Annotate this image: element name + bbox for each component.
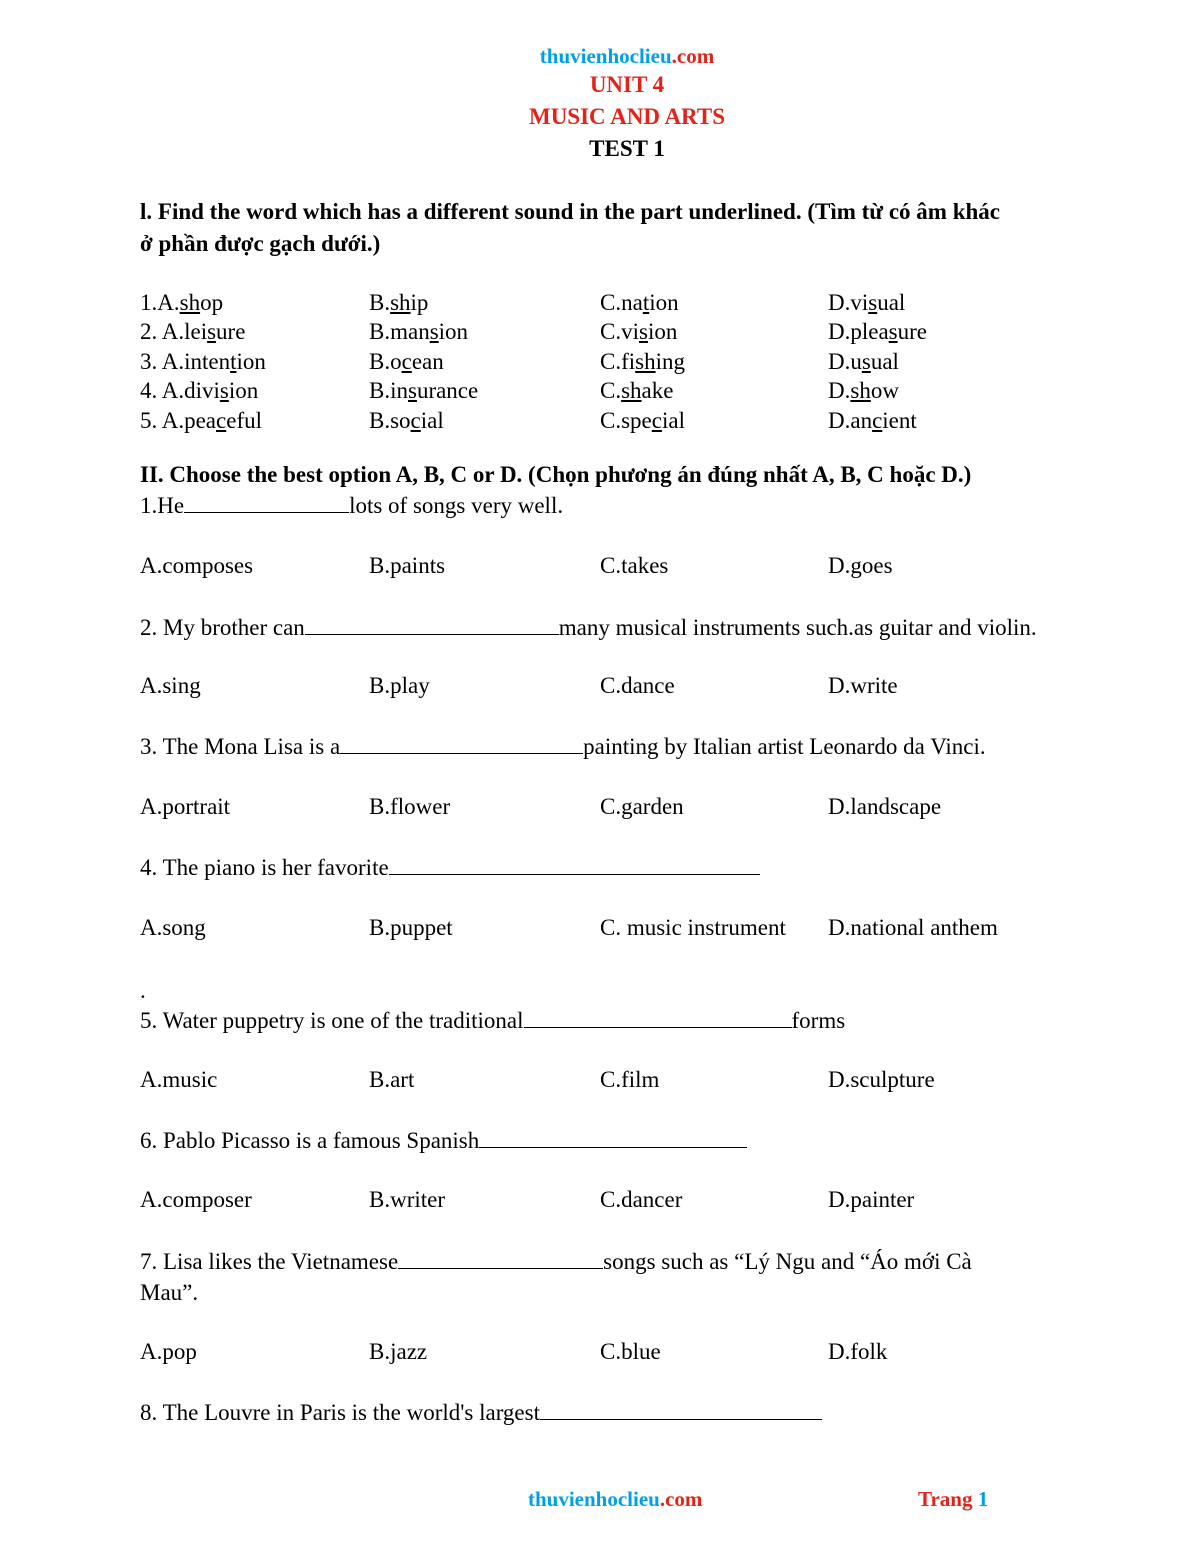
q2-option-b[interactable]: B.play xyxy=(369,673,430,698)
q3-option-d[interactable]: D.landscape xyxy=(828,794,942,819)
site-name: thuvienhoclieu xyxy=(539,44,672,68)
word-part: B.in xyxy=(369,378,408,403)
q7-option-d[interactable]: D.folk xyxy=(828,1339,888,1364)
word-part: ing xyxy=(655,349,685,374)
underlined-part: s xyxy=(407,378,417,403)
pronunciation-q2-option-c[interactable] xyxy=(600,319,677,345)
pronunciation-q2-option-a[interactable] xyxy=(140,319,245,345)
question-text: 6. Pablo Picasso is a famous Spanish xyxy=(140,1128,480,1153)
question-6 xyxy=(140,1128,747,1154)
stray-dot: . xyxy=(140,978,146,1003)
question-text: 7. Lisa likes the Vietnamese xyxy=(140,1249,399,1274)
question-3 xyxy=(140,734,986,760)
word-part: eful xyxy=(226,408,262,433)
page-label: Trang xyxy=(918,1487,978,1511)
question-text: songs such as “Lý Ngu and “Áo mới Cà xyxy=(603,1249,972,1274)
underlined-part: sh xyxy=(179,290,201,315)
question-7-line2: Mau”. xyxy=(140,1280,199,1305)
q3-option-c[interactable]: C.garden xyxy=(600,794,684,819)
answer-blank[interactable] xyxy=(479,1129,747,1148)
underlined-part: c xyxy=(216,408,227,433)
underlined-part: sh xyxy=(635,349,656,374)
q1-option-c[interactable]: C.takes xyxy=(600,553,669,578)
underlined-part: sh xyxy=(390,290,411,315)
word-part: D. xyxy=(828,378,851,403)
word-part: 2. A.lei xyxy=(140,319,208,344)
page-indicator xyxy=(918,1487,988,1512)
word-part: D.u xyxy=(828,349,862,374)
word-part: D.an xyxy=(828,408,873,433)
q7-option-c[interactable]: C.blue xyxy=(600,1339,661,1364)
answer-blank[interactable] xyxy=(305,616,559,635)
underlined-part: s xyxy=(861,349,871,374)
word-part: C.vi xyxy=(600,319,639,344)
section2-heading: II. Choose the best option A, B, C or D. (Chọn phương án đúng nhất A, B, C hoặc D.) xyxy=(140,462,972,487)
site-watermark-footer xyxy=(528,1487,702,1512)
pronunciation-q2-option-d[interactable] xyxy=(828,319,927,345)
site-domain: .com xyxy=(671,44,715,68)
q7-option-b[interactable]: B.jazz xyxy=(369,1339,428,1364)
word-part: B.so xyxy=(369,408,411,433)
unit-title: UNIT 4 xyxy=(589,72,665,97)
underlined-part: sh xyxy=(621,378,642,403)
question-text: 3. The Mona Lisa is a xyxy=(140,734,341,759)
underlined-part: s xyxy=(638,319,648,344)
underlined-part: s xyxy=(207,319,217,344)
question-text: 1.He xyxy=(140,493,185,518)
word-part: ion xyxy=(438,319,469,344)
word-part: 5. A.pea xyxy=(140,408,217,433)
question-5 xyxy=(140,1008,845,1034)
word-part: ake xyxy=(641,378,674,403)
underlined-part: sh xyxy=(850,378,871,403)
pronunciation-q3-option-b[interactable] xyxy=(369,349,444,375)
answer-blank[interactable] xyxy=(540,1401,822,1420)
question-1 xyxy=(140,493,563,519)
word-part: 1.A. xyxy=(140,290,180,315)
q2-option-a[interactable]: A.sing xyxy=(140,673,201,698)
question-text: lots of songs very well. xyxy=(349,493,564,518)
site-domain: .com xyxy=(659,1487,703,1511)
word-part: ure xyxy=(216,319,246,344)
test-title: TEST 1 xyxy=(589,136,665,161)
pronunciation-q4-option-c[interactable] xyxy=(600,378,673,404)
q5-option-d[interactable]: D.sculpture xyxy=(828,1067,935,1092)
q3-option-b[interactable]: B.flower xyxy=(369,794,451,819)
underlined-part: c xyxy=(401,349,412,374)
word-part: ient xyxy=(882,408,917,433)
answer-blank[interactable] xyxy=(524,1009,792,1028)
word-part: C.fi xyxy=(600,349,636,374)
q5-option-a[interactable]: A.music xyxy=(140,1067,218,1092)
underlined-part: s xyxy=(429,319,439,344)
word-part: ual xyxy=(870,349,899,374)
pronunciation-q5-option-b[interactable] xyxy=(369,408,444,434)
word-part: ean xyxy=(411,349,444,374)
word-part: 3. A.inten xyxy=(140,349,231,374)
word-part: ial xyxy=(661,408,685,433)
q5-option-b[interactable]: B.art xyxy=(369,1067,415,1092)
question-text: 5. Water puppetry is one of the traditional xyxy=(140,1008,524,1033)
question-4 xyxy=(140,855,760,881)
question-text: 8. The Louvre in Paris is the world's largest xyxy=(140,1400,540,1425)
word-part: ion xyxy=(236,349,266,374)
answer-blank[interactable] xyxy=(398,1250,603,1269)
word-part: D.plea xyxy=(828,319,889,344)
underlined-part: c xyxy=(651,408,662,433)
question-7 xyxy=(140,1249,972,1275)
answer-blank[interactable] xyxy=(340,735,583,754)
pronunciation-q3-option-c[interactable] xyxy=(600,349,685,375)
underlined-part: t xyxy=(230,349,237,374)
pronunciation-q4-option-a[interactable] xyxy=(140,378,258,404)
q4-option-a[interactable]: A.song xyxy=(140,915,206,940)
word-part: B.o xyxy=(369,349,402,374)
answer-blank[interactable] xyxy=(389,856,760,875)
q6-option-b[interactable]: B.writer xyxy=(369,1187,446,1212)
underlined-part: c xyxy=(410,408,421,433)
q6-option-d[interactable]: D.painter xyxy=(828,1187,915,1212)
word-part: B.man xyxy=(369,319,430,344)
pronunciation-q1-option-c[interactable] xyxy=(600,290,679,316)
word-part: ual xyxy=(877,290,906,315)
question-text: 4. The piano is her favorite xyxy=(140,855,389,880)
q5-option-c[interactable]: C.film xyxy=(600,1067,660,1092)
pronunciation-q2-option-b[interactable] xyxy=(369,319,468,345)
question-text: many musical instruments such.as guitar and violin. xyxy=(558,615,1037,640)
site-watermark-header xyxy=(0,44,1200,69)
q1-option-d[interactable]: D.goes xyxy=(828,553,893,578)
q4-option-c[interactable]: C. music instrument xyxy=(600,915,786,940)
pronunciation-q1-option-a[interactable] xyxy=(140,290,223,316)
word-part: C.spe xyxy=(600,408,652,433)
underlined-part: s xyxy=(888,319,898,344)
word-part: C.na xyxy=(600,290,643,315)
word-part: 4. A.divi xyxy=(140,378,220,403)
word-part: C. xyxy=(600,378,622,403)
page-number: 1 xyxy=(977,1487,989,1511)
word-part: ial xyxy=(420,408,444,433)
q7-option-a[interactable]: A.pop xyxy=(140,1339,197,1364)
site-name: thuvienhoclieu xyxy=(528,1487,660,1511)
q4-option-d[interactable]: D.national anthem xyxy=(828,915,998,940)
word-part: ip xyxy=(410,290,429,315)
word-part: B. xyxy=(369,290,391,315)
word-part: ion xyxy=(649,290,679,315)
q2-option-d[interactable]: D.write xyxy=(828,673,898,698)
pronunciation-q5-option-c[interactable] xyxy=(600,408,685,434)
pronunciation-q3-option-d[interactable] xyxy=(828,349,899,375)
pronunciation-q1-option-b[interactable] xyxy=(369,290,428,316)
q6-option-c[interactable]: C.dancer xyxy=(600,1187,683,1212)
underlined-part: s xyxy=(219,378,229,403)
question-text: painting by Italian artist Leonardo da Vinci. xyxy=(583,734,986,759)
word-part: op xyxy=(200,290,224,315)
q1-option-a[interactable]: A.composes xyxy=(140,553,254,578)
answer-blank[interactable] xyxy=(184,494,349,513)
question-2 xyxy=(140,615,1037,641)
pronunciation-q5-option-a[interactable] xyxy=(140,408,262,434)
q4-option-b[interactable]: B.puppet xyxy=(369,915,453,940)
word-part: ure xyxy=(897,319,927,344)
q6-option-a[interactable]: A.composer xyxy=(140,1187,252,1212)
q2-option-c[interactable]: C.dance xyxy=(600,673,675,698)
section1-heading-line2: ở phần được gạch dưới.) xyxy=(140,231,381,256)
word-part: ion xyxy=(647,319,678,344)
question-8 xyxy=(140,1400,822,1426)
section1-heading: l. Find the word which has a different sound in the part underlined. (Tìm từ có âm khác xyxy=(140,199,1000,224)
pronunciation-q1-option-d[interactable] xyxy=(828,290,905,316)
word-part: ow xyxy=(870,378,899,403)
underlined-part: t xyxy=(642,290,650,315)
word-part: ion xyxy=(228,378,259,403)
question-text: forms xyxy=(791,1008,846,1033)
q1-option-b[interactable]: B.paints xyxy=(369,553,446,578)
word-part: D.vi xyxy=(828,290,869,315)
pronunciation-q4-option-b[interactable] xyxy=(369,378,478,404)
question-text: 2. My brother can xyxy=(140,615,305,640)
pronunciation-q3-option-a[interactable] xyxy=(140,349,266,375)
topic-title: MUSIC AND ARTS xyxy=(528,104,725,129)
underlined-part: s xyxy=(868,290,878,315)
q3-option-a[interactable]: A.portrait xyxy=(140,794,231,819)
word-part: urance xyxy=(416,378,479,403)
underlined-part: c xyxy=(872,408,883,433)
pronunciation-q4-option-d[interactable] xyxy=(828,378,899,404)
pronunciation-q5-option-d[interactable] xyxy=(828,408,917,434)
